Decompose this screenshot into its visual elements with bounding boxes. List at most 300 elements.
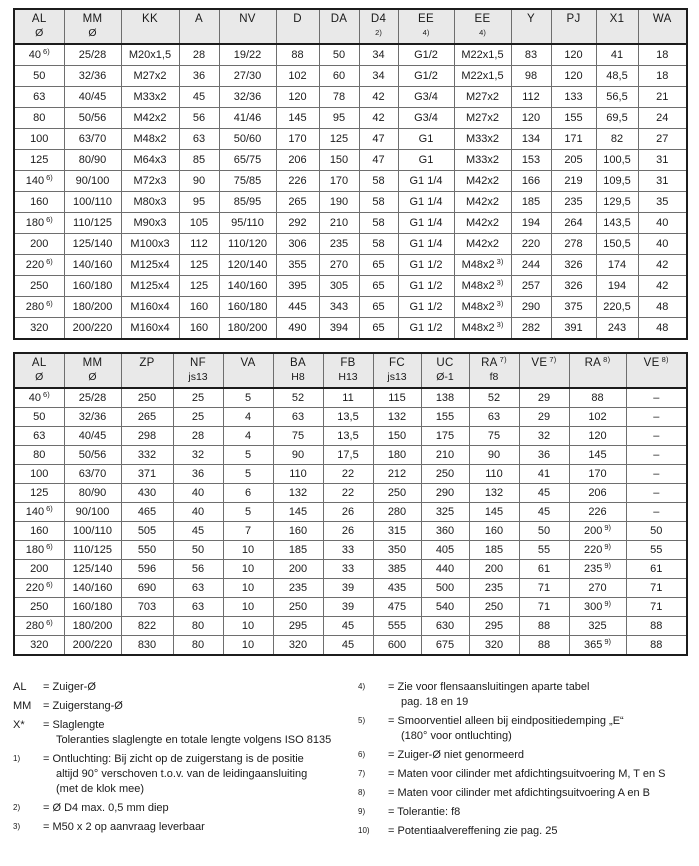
table-cell: 134 <box>511 129 551 150</box>
table-cell: 100 <box>14 465 64 484</box>
legend-definition-line: = Potentiaalvereffening zie pag. 25 <box>388 825 558 837</box>
table-cell: 250 <box>273 598 323 617</box>
table-cell: 180 $^{6)}$ <box>14 213 64 234</box>
table-cell: 10 <box>223 579 273 598</box>
col-header-ba <box>273 353 323 388</box>
table-cell: 226 <box>569 503 626 522</box>
table-cell: 332 <box>121 446 173 465</box>
legend-item <box>13 680 358 695</box>
col-header-ve <box>519 353 569 388</box>
table-cell: 48 <box>638 297 687 318</box>
footnote-marker: 9) <box>604 599 612 608</box>
table-cell: M72x3 <box>121 171 179 192</box>
table-cell: 270 <box>569 579 626 598</box>
col-header-label: EE <box>418 13 434 25</box>
table-cell: 28 <box>173 427 223 446</box>
table-cell: 292 <box>276 213 319 234</box>
col-header-ra <box>569 353 626 388</box>
table-cell: 10 <box>223 560 273 579</box>
table-cell: 257 <box>511 276 551 297</box>
legend-term: 4) <box>358 682 366 691</box>
legend-item <box>13 801 358 816</box>
col-header-subscript: Ø-1 <box>436 371 454 383</box>
table-cell: 85 <box>179 150 219 171</box>
table-cell: 306 <box>276 234 319 255</box>
legend-definition-line: Toleranties slaglengte en totale lengte volgens ISO 8135 <box>56 734 332 746</box>
table-cell: G1 1/2 <box>398 255 454 276</box>
table-cell: 29 <box>519 408 569 427</box>
table-cell: 155 <box>551 108 596 129</box>
col-header-x1 <box>596 9 638 44</box>
table-row <box>14 87 687 108</box>
table-cell: 133 <box>551 87 596 108</box>
table-cell: 80/90 <box>64 484 121 503</box>
table-cell: 630 <box>421 617 469 636</box>
table-cell: 50 <box>14 408 64 427</box>
col-header-label: AL <box>31 13 47 25</box>
footnote-marker: 8) <box>661 355 669 364</box>
col-header-subscript: js13 <box>188 371 208 383</box>
table-cell: 100,5 <box>596 150 638 171</box>
legend-term: 10) <box>358 826 370 835</box>
table-cell: 71 <box>626 598 687 617</box>
table-cell: 220 $^{9)}$ <box>569 541 626 560</box>
table-cell: 132 <box>373 408 421 427</box>
table-cell: 200 <box>469 560 519 579</box>
footnote-marker: 9) <box>604 561 612 570</box>
table-row <box>14 579 687 598</box>
footnote-marker: 3) <box>496 257 504 266</box>
table-cell: 50/56 <box>64 446 121 465</box>
table-row <box>14 44 687 66</box>
legend-definition <box>43 680 358 695</box>
footnote-marker: 6) <box>43 390 50 399</box>
table-cell: 110/120 <box>219 234 276 255</box>
table-cell: 325 <box>569 617 626 636</box>
legend-definition-line: = Zuiger-Ø niet genormeerd <box>388 749 525 761</box>
table-row <box>14 388 687 408</box>
col-header-label: MM <box>82 13 103 25</box>
table-cell: 278 <box>551 234 596 255</box>
col-header-label: VA <box>240 357 256 369</box>
col-header-label: PJ <box>566 13 581 25</box>
table-cell: 13,5 <box>323 408 373 427</box>
table-cell: 71 <box>519 579 569 598</box>
table-cell: 100/110 <box>64 522 121 541</box>
col-header-d4 <box>359 9 398 44</box>
table-cell: 235 <box>273 579 323 598</box>
header-row <box>14 9 687 44</box>
table-cell: 210 <box>421 446 469 465</box>
table-cell: M125x4 <box>121 276 179 297</box>
table-cell: M22x1,5 <box>454 66 511 87</box>
table-cell: 200 $^{9)}$ <box>569 522 626 541</box>
legend-definition <box>388 748 686 763</box>
legend-term: AL <box>13 681 27 693</box>
legend-item <box>358 786 686 801</box>
table-cell: 206 <box>276 150 319 171</box>
legend-definition-line: = Maten voor cilinder met afdichtingsuitvoering A en B <box>388 787 651 799</box>
table-cell: 194 <box>511 213 551 234</box>
legend-definition <box>388 786 686 801</box>
table-cell: 155 <box>421 408 469 427</box>
table-cell: 210 <box>319 213 359 234</box>
table-cell: 40/45 <box>64 87 121 108</box>
table-cell: 98 <box>511 66 551 87</box>
table-cell: 33 <box>323 541 373 560</box>
table-cell: M160x4 <box>121 297 179 318</box>
table-cell: 17,5 <box>323 446 373 465</box>
col-header-d <box>276 9 319 44</box>
table-cell: 265 <box>121 408 173 427</box>
table-cell: 160 <box>469 522 519 541</box>
table-cell: 32/36 <box>219 87 276 108</box>
table-cell: G1 <box>398 129 454 150</box>
table-cell: 90/100 <box>64 171 121 192</box>
table-cell: 220 $^{6)}$ <box>14 255 64 276</box>
table-cell: 355 <box>276 255 319 276</box>
col-header-label: VE $^{8)}$ <box>643 355 669 369</box>
table-cell: 112 <box>179 234 219 255</box>
table-cell: 194 <box>596 276 638 297</box>
table-cell: 41/46 <box>219 108 276 129</box>
footnote-marker: 3) <box>496 299 504 308</box>
table-cell: 35 <box>638 192 687 213</box>
table-cell: 27/30 <box>219 66 276 87</box>
table-cell: 19/22 <box>219 44 276 66</box>
table-cell: 42 <box>638 276 687 297</box>
table-cell: 140/160 <box>219 276 276 297</box>
table-cell: 235 <box>319 234 359 255</box>
legend-definition <box>43 752 358 797</box>
table-cell: 150 <box>373 427 421 446</box>
table-cell: G1 1/4 <box>398 234 454 255</box>
footnote-marker: 9) <box>604 523 612 532</box>
table-cell: 71 <box>519 598 569 617</box>
col-header-uc <box>421 353 469 388</box>
table-cell: 58 <box>359 234 398 255</box>
legend-term: 6) <box>358 750 366 759</box>
footnotes-legend <box>13 680 686 843</box>
table-cell: 90 <box>273 446 323 465</box>
table-cell: 90 <box>179 171 219 192</box>
table-cell: 180 $^{6)}$ <box>14 541 64 560</box>
col-header-label: FC <box>389 357 405 369</box>
table-cell: 143,5 <box>596 213 638 234</box>
table-cell: 45 <box>323 617 373 636</box>
table-cell: 90/100 <box>64 503 121 522</box>
col-header-nf <box>173 353 223 388</box>
table-cell: 85/95 <box>219 192 276 213</box>
table-cell: 5 <box>223 503 273 522</box>
col-header-subscript: js13 <box>387 371 407 383</box>
table-cell: 360 <box>421 522 469 541</box>
table-cell: 50 <box>626 522 687 541</box>
col-header-label: NV <box>239 13 256 25</box>
table-cell: 171 <box>551 129 596 150</box>
legend-definition-line: = Zie voor flensaansluitingen aparte tabel <box>388 681 590 693</box>
table-cell: 190 <box>319 192 359 213</box>
table-cell: 220 <box>511 234 551 255</box>
table-cell: 50 <box>519 522 569 541</box>
col-header-label: RA $^{8)}$ <box>584 355 611 369</box>
footnote-marker: 6) <box>43 47 50 56</box>
col-header-label: Y <box>527 13 535 25</box>
footnote-marker: 3) <box>496 278 504 287</box>
col-header-subscript: 4) <box>422 28 430 37</box>
table-cell: 320 <box>14 318 64 340</box>
table-row <box>14 129 687 150</box>
table-cell: 675 <box>421 636 469 656</box>
table-cell: 174 <box>596 255 638 276</box>
table-cell: M42x2 <box>454 213 511 234</box>
table-cell: 112 <box>511 87 551 108</box>
table-cell: 205 <box>551 150 596 171</box>
table-cell: 343 <box>319 297 359 318</box>
table-cell: 250 <box>14 598 64 617</box>
table-cell: M42x2 <box>454 171 511 192</box>
col-header-label: UC <box>436 357 454 369</box>
legend-definition-line: = Zuigerstang-Ø <box>43 700 123 712</box>
table-cell: 6 <box>223 484 273 503</box>
table-cell: 65 <box>359 318 398 340</box>
table-cell: G1 1/4 <box>398 171 454 192</box>
footnote-marker: 9) <box>604 637 612 646</box>
table-cell: 243 <box>596 318 638 340</box>
table-row <box>14 255 687 276</box>
table-cell: 5 <box>223 465 273 484</box>
table-cell: 39 <box>323 598 373 617</box>
table-cell: M48x2 $^{3)}$ <box>454 276 511 297</box>
table-cell: 52 <box>273 388 323 408</box>
table-cell: 125 <box>14 484 64 503</box>
table-cell: 265 <box>276 192 319 213</box>
table-cell: 95/110 <box>219 213 276 234</box>
legend-definition <box>388 714 686 744</box>
table-cell: 315 <box>373 522 421 541</box>
legend-definition <box>388 767 686 782</box>
table-cell: 391 <box>551 318 596 340</box>
legend-term: 2) <box>13 803 21 812</box>
table-cell: 40 <box>638 234 687 255</box>
footnote-marker: 6) <box>46 618 53 627</box>
table-cell: 39 <box>323 579 373 598</box>
table-cell: 280 <box>373 503 421 522</box>
table-cell: – <box>626 427 687 446</box>
table-cell: 212 <box>373 465 421 484</box>
col-header-label: BA <box>290 357 306 369</box>
table-row <box>14 108 687 129</box>
legend-item <box>358 805 686 820</box>
table-cell: 200/220 <box>64 636 121 656</box>
mounting-dimensions-table-2 <box>13 352 688 656</box>
table-cell: 13,5 <box>323 427 373 446</box>
table-cell: G1 1/2 <box>398 276 454 297</box>
table-cell: 47 <box>359 150 398 171</box>
table-cell: 50 <box>173 541 223 560</box>
table-cell: 250 <box>421 465 469 484</box>
table-cell: 235 <box>469 579 519 598</box>
table-cell: 371 <box>121 465 173 484</box>
table-cell: 180/200 <box>64 297 121 318</box>
table-cell: 290 <box>511 297 551 318</box>
legend-item <box>358 680 686 710</box>
table-cell: 160/180 <box>64 598 121 617</box>
table-cell: 125/140 <box>64 560 121 579</box>
table-cell: 25/28 <box>64 388 121 408</box>
table-cell: 160 <box>14 522 64 541</box>
table-cell: 435 <box>373 579 421 598</box>
table-cell: 40/45 <box>64 427 121 446</box>
table-cell: 80 <box>173 636 223 656</box>
legend-item <box>13 752 358 797</box>
col-header-al <box>14 353 64 388</box>
table-cell: 132 <box>273 484 323 503</box>
col-header-va <box>223 353 273 388</box>
footnote-marker: 9) <box>604 542 612 551</box>
table-cell: 160 <box>14 192 64 213</box>
table-cell: 18 <box>638 66 687 87</box>
legend-term: 3) <box>13 822 21 831</box>
legend-definition-line: = Zuiger-Ø <box>43 681 96 693</box>
table-cell: 65/75 <box>219 150 276 171</box>
table-cell: 42 <box>359 108 398 129</box>
table-cell: 244 <box>511 255 551 276</box>
table-cell: M20x1,5 <box>121 44 179 66</box>
table-row <box>14 617 687 636</box>
legend-definition <box>43 718 358 748</box>
table-cell: 31 <box>638 171 687 192</box>
table-cell: 100 <box>14 129 64 150</box>
table-cell: 110/125 <box>64 213 121 234</box>
table-cell: 48,5 <box>596 66 638 87</box>
table-cell: 50/60 <box>219 129 276 150</box>
col-header-subscript: Ø <box>88 371 97 383</box>
table-cell: 80 <box>14 108 64 129</box>
table-cell: 29 <box>519 388 569 408</box>
table-cell: 55 <box>519 541 569 560</box>
table-cell: 88 <box>626 617 687 636</box>
footnote-marker: 6) <box>46 542 53 551</box>
table-cell: M48x2 $^{3)}$ <box>454 255 511 276</box>
col-header-a <box>179 9 219 44</box>
table-cell: M48x2 <box>121 129 179 150</box>
table-cell: 385 <box>373 560 421 579</box>
table-cell: 42 <box>638 255 687 276</box>
table-cell: 120/140 <box>219 255 276 276</box>
footnote-marker: 6) <box>46 215 53 224</box>
table-row <box>14 484 687 503</box>
table-cell: 22 <box>323 465 373 484</box>
legend-definition-line: = M50 x 2 op aanvraag leverbaar <box>43 821 205 833</box>
legend-term: X* <box>13 719 25 731</box>
table-cell: M42x2 <box>121 108 179 129</box>
table-row <box>14 598 687 617</box>
table-cell: M80x3 <box>121 192 179 213</box>
table-cell: M160x4 <box>121 318 179 340</box>
legend-item <box>358 714 686 744</box>
table-cell: M125x4 <box>121 255 179 276</box>
table-cell: 102 <box>569 408 626 427</box>
table-cell: 115 <box>373 388 421 408</box>
col-header-ee <box>398 9 454 44</box>
table-row <box>14 213 687 234</box>
table-cell: 45 <box>323 636 373 656</box>
col-header-subscript: 2) <box>375 28 382 37</box>
table-cell: 95 <box>319 108 359 129</box>
table-cell: 185 <box>273 541 323 560</box>
col-header-y <box>511 9 551 44</box>
table-cell: 200 <box>273 560 323 579</box>
table-cell: 250 <box>373 484 421 503</box>
legend-item <box>13 718 358 748</box>
legend-term: 1) <box>13 754 21 763</box>
table-cell: 140/160 <box>64 255 121 276</box>
table-cell: 145 <box>569 446 626 465</box>
table-cell: 24 <box>638 108 687 129</box>
table-cell: M48x2 $^{3)}$ <box>454 318 511 340</box>
table-cell: 82 <box>596 129 638 150</box>
table-cell: 160/180 <box>64 276 121 297</box>
table-cell: 40 $^{6)}$ <box>14 388 64 408</box>
table-row <box>14 465 687 484</box>
table-cell: 65 <box>359 276 398 297</box>
table-cell: 170 <box>276 129 319 150</box>
table-cell: 83 <box>511 44 551 66</box>
table-cell: M22x1,5 <box>454 44 511 66</box>
col-header-mm <box>64 353 121 388</box>
col-header-label: VE $^{7)}$ <box>531 355 557 369</box>
col-header-subscript: f8 <box>489 371 499 383</box>
table-cell: 160 <box>273 522 323 541</box>
table-cell: 56,5 <box>596 87 638 108</box>
table-row <box>14 276 687 297</box>
table-cell: 18 <box>638 44 687 66</box>
table-cell: 61 <box>519 560 569 579</box>
table-cell: 34 <box>359 44 398 66</box>
table-cell: 395 <box>276 276 319 297</box>
table-row <box>14 636 687 656</box>
table-cell: – <box>626 503 687 522</box>
table-cell: 63 <box>469 408 519 427</box>
table-cell: 22 <box>323 484 373 503</box>
table-cell: 235 <box>551 192 596 213</box>
col-header-da <box>319 9 359 44</box>
table-cell: G1 1/2 <box>398 318 454 340</box>
table-row <box>14 171 687 192</box>
legend-definition-line: pag. 18 en 19 <box>401 696 469 708</box>
legend-definition <box>43 801 358 816</box>
table-cell: 63 <box>179 129 219 150</box>
table-cell: – <box>626 465 687 484</box>
table-cell: 555 <box>373 617 421 636</box>
table-cell: 52 <box>469 388 519 408</box>
table-cell: 600 <box>373 636 421 656</box>
table-cell: 65 <box>359 297 398 318</box>
cylinder-dimensions-table-1 <box>13 8 688 340</box>
table-cell: 33 <box>323 560 373 579</box>
table-cell: 175 <box>421 427 469 446</box>
table-cell: 295 <box>273 617 323 636</box>
table-cell: 42 <box>359 87 398 108</box>
table-cell: M33x2 <box>454 150 511 171</box>
table-row <box>14 427 687 446</box>
table-cell: 475 <box>373 598 421 617</box>
table-row <box>14 66 687 87</box>
col-header-ve <box>626 353 687 388</box>
table-cell: M33x2 <box>454 129 511 150</box>
table-cell: 350 <box>373 541 421 560</box>
